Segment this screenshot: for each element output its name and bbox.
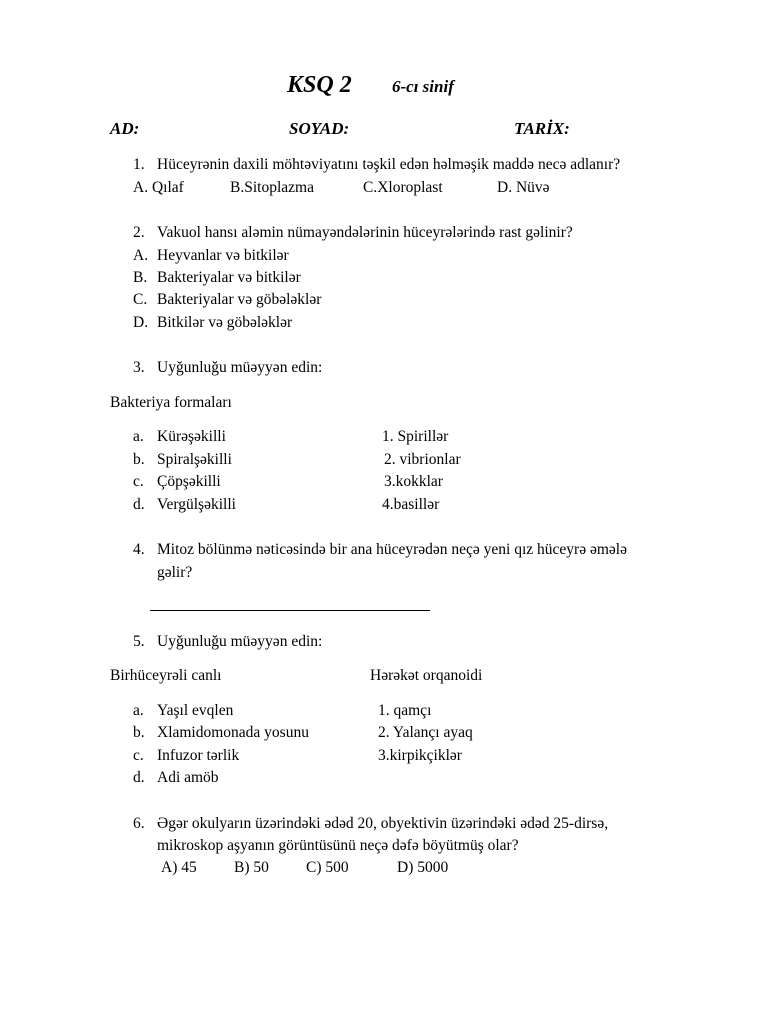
q1-option-b: B.Sitoplazma [230,179,314,196]
question-2-number: 2. [133,224,145,241]
q2-option-b-letter: B. [133,269,148,286]
question-4-text-line2: gəlir? [157,564,193,581]
q2-option-a-letter: A. [133,247,149,264]
q1-option-a: A. Qılaf [133,179,184,196]
q5-left-c-text: Infuzor tərlik [157,747,240,764]
q3-left-d-letter: d. [133,496,145,513]
name-label: AD: [110,119,140,138]
q5-left-a-letter: a. [133,702,144,719]
q3-left-a-letter: a. [133,428,144,445]
question-6-number: 6. [133,815,145,832]
q5-left-b-letter: b. [133,724,145,741]
q2-option-b-text: Bakteriyalar və bitkilər [157,269,301,286]
q3-left-c-letter: c. [133,473,144,490]
q6-option-d: D) 5000 [397,859,449,876]
q5-left-b-text: Xlamidomonada yosunu [157,724,309,741]
question-3-text: Uyğunluğu müəyyən edin: [157,359,323,376]
question-5-text: Uyğunluğu müəyyən edin: [157,633,323,650]
date-label: TARİX: [514,119,570,138]
q3-left-c-text: Çöpşəkilli [157,473,221,490]
q5-right-1: 1. qamçı [378,702,432,719]
q3-left-a-text: Kürəşəkilli [157,428,226,445]
q2-option-d-letter: D. [133,314,149,331]
q5-left-d-text: Adi amöb [157,769,219,786]
q2-option-c-text: Bakteriyalar və göbələklər [157,291,322,308]
q5-right-2: 2. Yalançı ayaq [378,724,473,741]
q3-right-1: 1. Spirillər [382,428,449,445]
q5-left-a-text: Yaşıl evqlen [157,702,234,719]
q3-right-2: 2. vibrionlar [384,451,461,468]
q5-right-3: 3.kirpikçiklər [378,747,462,764]
q3-left-d-text: Vergülşəkilli [157,496,236,513]
question-6-text-line1: Əgər okulyarın üzərindəki ədəd 20, obyektivin üzərindəki ədəd 25-dirsə, [157,815,609,832]
q5-left-title: Birhüceyrəli canlı [110,667,222,684]
question-5-number: 5. [133,633,145,650]
surname-label: SOYAD: [289,119,350,138]
q2-option-d-text: Bitkilər və göbələklər [157,314,293,331]
q1-option-c: C.Xloroplast [363,179,443,196]
q3-left-b-letter: b. [133,451,145,468]
grade-label: 6-cı sinif [392,77,454,96]
q6-option-c: C) 500 [306,859,349,876]
q3-left-b-text: Spiralşəkilli [157,451,232,468]
q1-option-d: D. Nüvə [497,179,550,196]
question-2-text: Vakuol hansı aləmin nümayəndələrinin hüceyrələrində rast gəlinir? [157,224,573,241]
question-1-number: 1. [133,156,145,173]
question-1-text: Hüceyrənin daxili möhtəviyatını təşkil edən həlməşik maddə necə adlanır? [157,156,621,173]
q5-left-d-letter: d. [133,769,145,786]
question-6-text-line2: mikroskop aşyanın görüntüsünü neçə dəfə böyütmüş olar? [157,837,519,854]
q5-left-c-letter: c. [133,747,144,764]
q6-option-a: A) 45 [161,859,197,876]
q6-option-b: B) 50 [234,859,269,876]
page-title: KSQ 2 [287,72,352,98]
q5-right-title: Hərəkət orqanoidi [370,667,483,684]
q3-column-title: Bakteriya formaları [110,394,232,411]
question-3-number: 3. [133,359,145,376]
q2-option-a-text: Heyvanlar və bitkilər [157,247,289,264]
q3-right-4: 4.basillər [382,496,440,513]
q3-right-3: 3.kokklar [384,473,443,490]
q2-option-c-letter: C. [133,291,148,308]
answer-blank-line [150,610,430,611]
question-4-text-line1: Mitoz bölünmə nəticəsində bir ana hüceyrədən neçə yeni qız hüceyrə əmələ [157,541,627,558]
question-4-number: 4. [133,541,145,558]
